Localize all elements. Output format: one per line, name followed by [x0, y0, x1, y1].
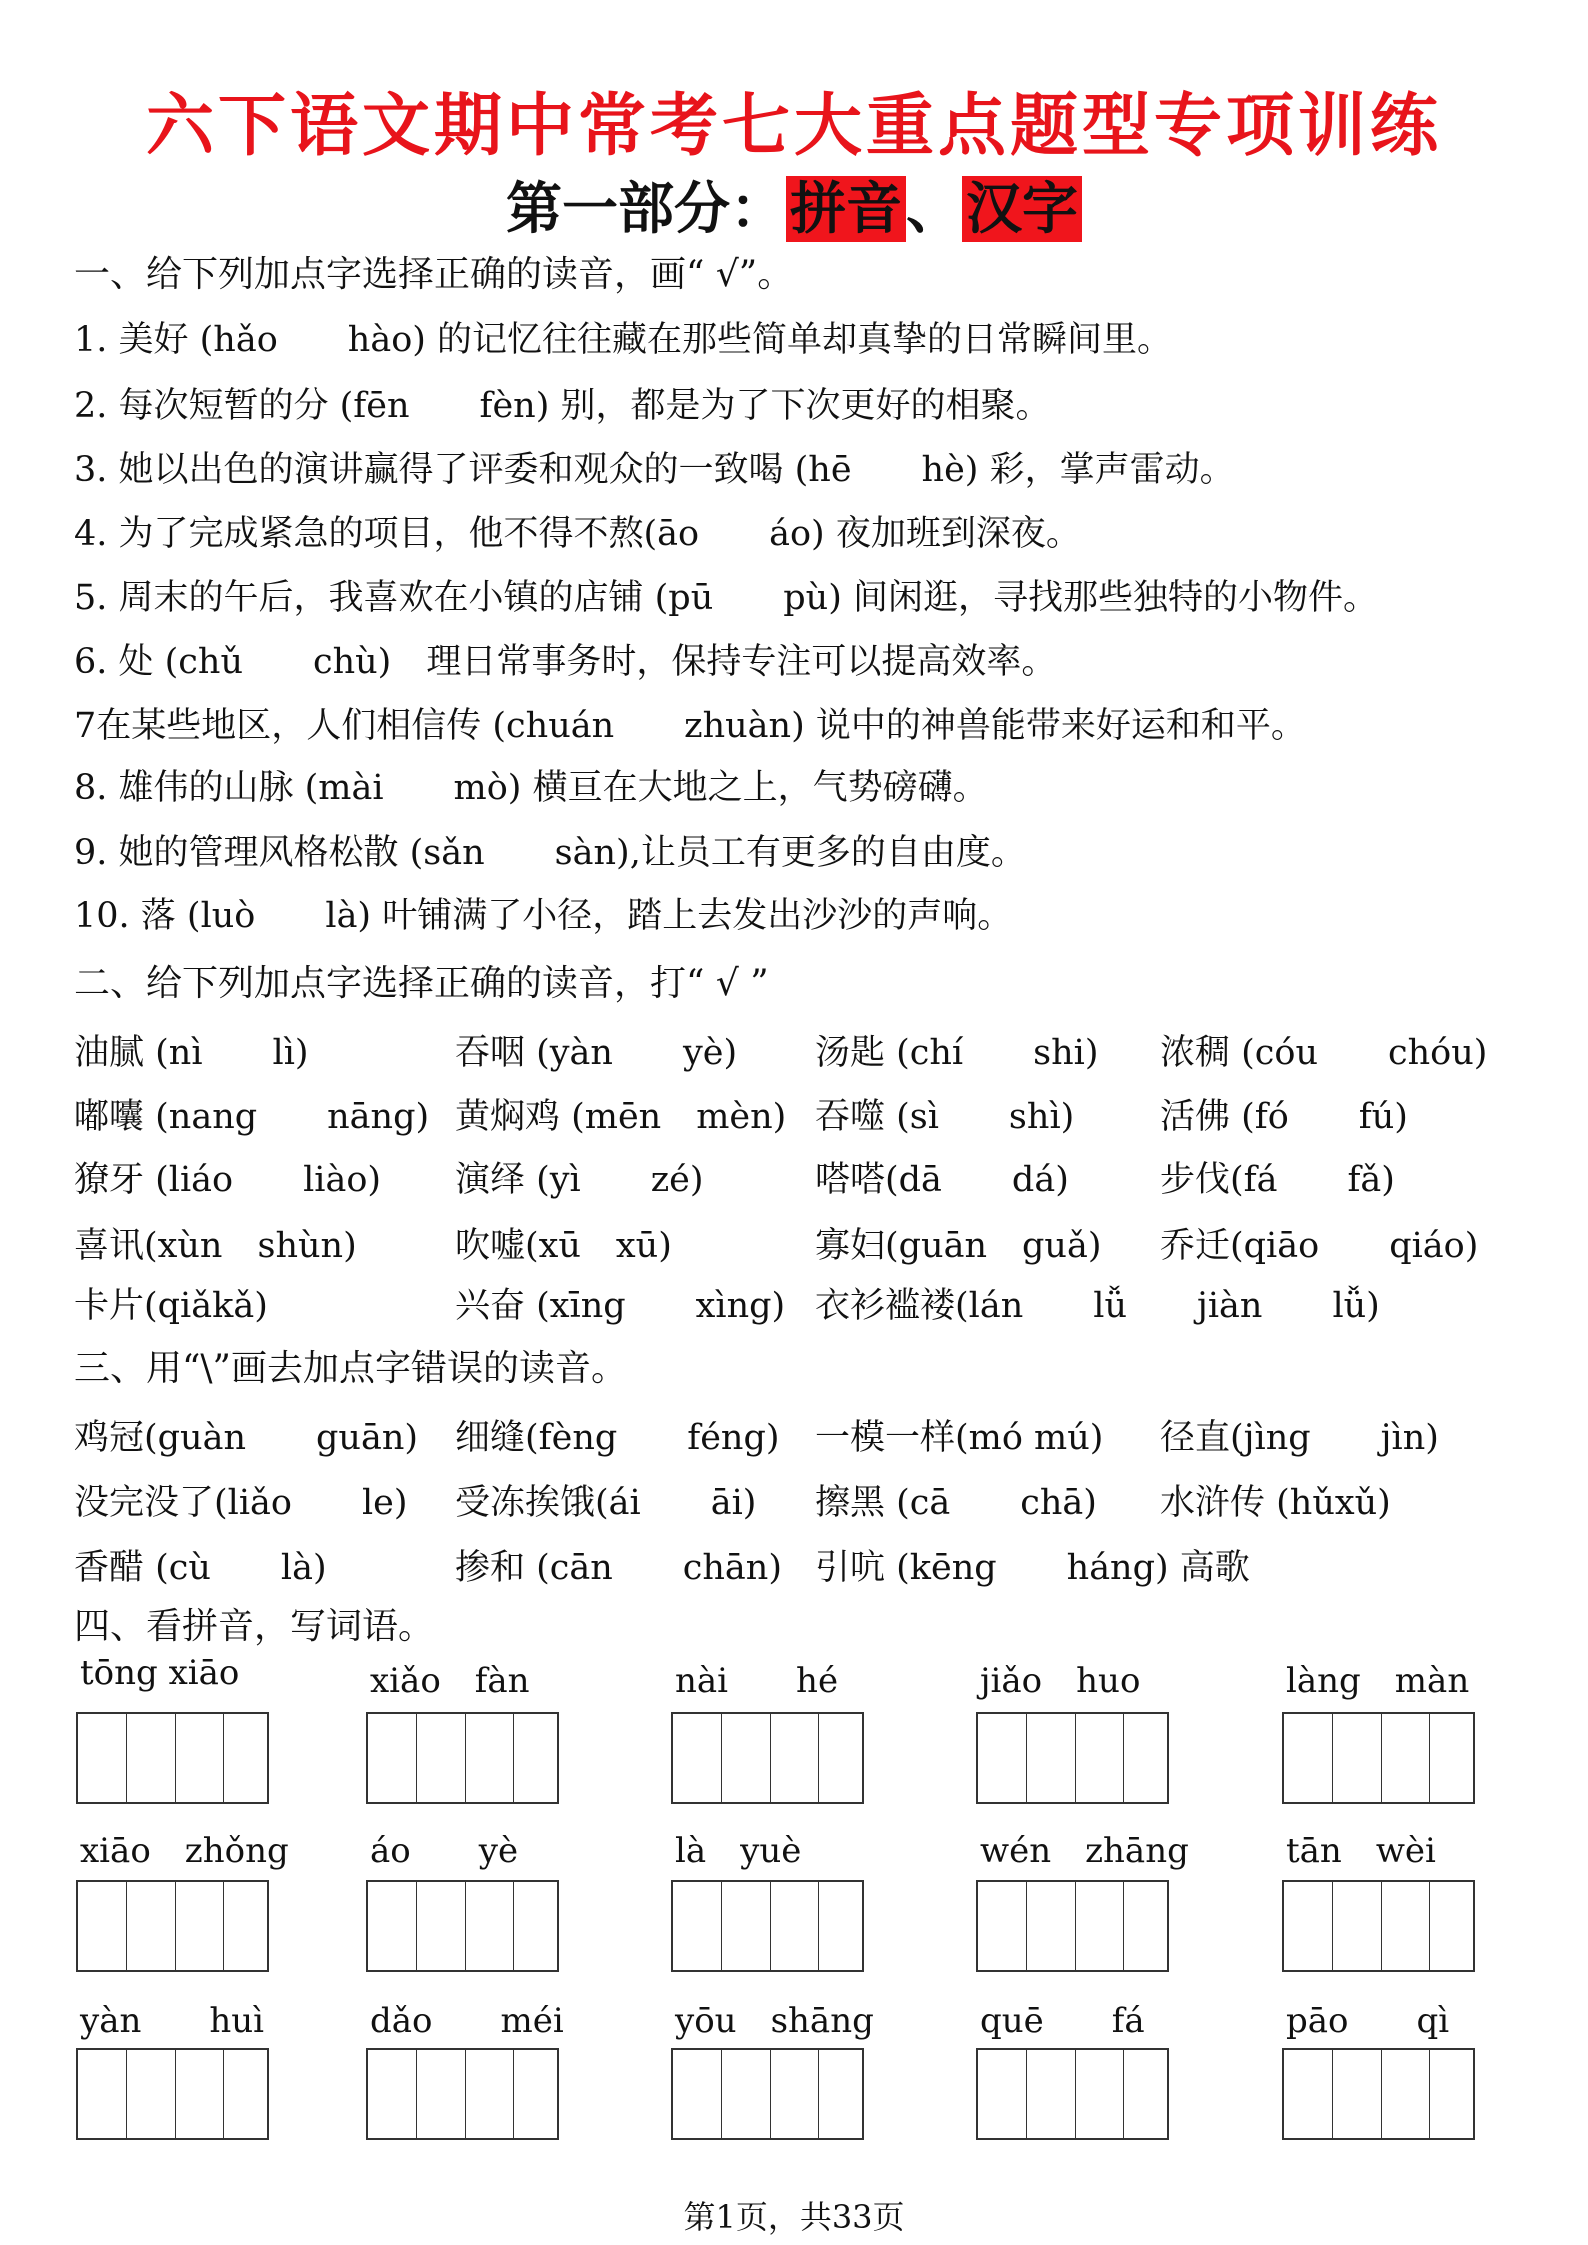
grid-line — [1381, 1714, 1382, 1802]
writing-grid[interactable] — [76, 1880, 269, 1972]
pinyin-label: tōng xiāo — [80, 1653, 240, 1693]
section3-heading: 三、用“\”画去加点字错误的读音。 — [74, 1348, 627, 1389]
pinyin-label: quē fá — [980, 2001, 1145, 2041]
grid-line — [818, 2050, 819, 2138]
pinyin-label: làng màn — [1286, 1661, 1470, 1701]
question-item: 7在某些地区，人们相信传 (chuán zhuàn) 说中的神兽能带来好运和和平。 — [74, 706, 1306, 746]
question-item: 9. 她的管理风格松散 (sǎn sàn),让员工有更多的自由度。 — [74, 833, 1026, 873]
word-item: 一模一样(mó mú) — [815, 1418, 1104, 1458]
word-item: 受冻挨饿(ái āi) — [455, 1483, 757, 1523]
word-item: 嘟囔 (nang nāng) — [74, 1097, 430, 1137]
writing-grid[interactable] — [671, 1712, 864, 1804]
grid-line — [1123, 2050, 1124, 2138]
grid-line — [465, 1882, 466, 1970]
word-item: 乔迁(qiāo qiáo) — [1160, 1226, 1479, 1266]
word-item: 寡妇(guān guǎ) — [815, 1226, 1102, 1266]
part-separator: 、 — [906, 176, 962, 242]
highlight-hanzi: 汉字 — [962, 176, 1082, 242]
grid-line — [721, 2050, 722, 2138]
pinyin-label: wén zhāng — [980, 1831, 1189, 1871]
question-item: 5. 周末的午后，我喜欢在小镇的店铺 (pū pù) 间闲逛，寻找那些独特的小物件。 — [74, 578, 1378, 618]
word-item: 细缝(fèng féng) — [455, 1418, 780, 1458]
page-footer: 第1页，共33页 — [683, 2198, 905, 2236]
grid-line — [1381, 2050, 1382, 2138]
writing-grid[interactable] — [976, 1712, 1169, 1804]
question-item: 8. 雄伟的山脉 (mài mò) 横亘在大地之上，气势磅礴。 — [74, 768, 988, 808]
writing-grid[interactable] — [976, 2048, 1169, 2140]
part-title — [0, 165, 1588, 245]
pinyin-label: yàn huì — [80, 2001, 265, 2041]
writing-grid[interactable] — [671, 2048, 864, 2140]
grid-line — [126, 1714, 127, 1802]
section2-heading: 二、给下列加点字选择正确的读音，打“ √ ” — [74, 963, 769, 1004]
writing-grid[interactable] — [366, 1712, 559, 1804]
grid-line — [513, 1714, 514, 1802]
grid-line — [1123, 1882, 1124, 1970]
word-item: 鸡冠(guàn guān) — [74, 1418, 419, 1458]
grid-line — [1075, 1882, 1076, 1970]
grid-line — [1075, 1714, 1076, 1802]
word-item: 汤匙 (chí shi) — [815, 1033, 1099, 1073]
word-item: 演绎 (yì zé) — [455, 1160, 704, 1200]
grid-line — [465, 2050, 466, 2138]
question-item: 3. 她以出色的演讲赢得了评委和观众的一致喝 (hē hè) 彩，掌声雷动。 — [74, 450, 1235, 490]
pinyin-label: tān wèi — [1286, 1831, 1436, 1871]
word-item: 浓稠 (cóu chóu) — [1160, 1033, 1488, 1073]
grid-line — [1026, 1882, 1027, 1970]
question-item: 10. 落 (luò là) 叶铺满了小径，踏上去发出沙沙的声响。 — [74, 896, 1013, 936]
grid-line — [416, 2050, 417, 2138]
grid-line — [1381, 1882, 1382, 1970]
word-item: 活佛 (fó fú) — [1160, 1097, 1408, 1137]
question-item: 1. 美好 (hǎo hào) 的记忆往往藏在那些简单却真挚的日常瞬间里。 — [74, 320, 1173, 360]
grid-line — [1026, 1714, 1027, 1802]
grid-line — [1332, 1882, 1333, 1970]
word-item: 掺和 (cān chān) — [455, 1548, 782, 1588]
grid-line — [770, 2050, 771, 2138]
word-item: 香醋 (cù là) — [74, 1548, 327, 1588]
word-item: 吞咽 (yàn yè) — [455, 1033, 738, 1073]
question-item: 6. 处 (chǔ chù) 理日常事务时，保持专注可以提高效率。 — [74, 642, 1057, 682]
grid-line — [1075, 2050, 1076, 2138]
grid-line — [721, 1882, 722, 1970]
word-item: 喜讯(xùn shùn) — [74, 1226, 357, 1266]
grid-line — [818, 1714, 819, 1802]
pinyin-label: pāo qì — [1286, 2001, 1450, 2041]
writing-grid[interactable] — [671, 1880, 864, 1972]
grid-line — [1429, 1882, 1430, 1970]
writing-grid[interactable] — [366, 2048, 559, 2140]
pinyin-label: áo yè — [370, 1831, 519, 1871]
grid-line — [465, 1714, 466, 1802]
grid-line — [721, 1714, 722, 1802]
pinyin-label: là yuè — [675, 1831, 802, 1871]
word-item: 没完没了(liǎo le) — [74, 1483, 408, 1523]
writing-grid[interactable] — [76, 2048, 269, 2140]
grid-line — [175, 2050, 176, 2138]
writing-grid[interactable] — [366, 1880, 559, 1972]
word-item: 吞噬 (sì shì) — [815, 1097, 1075, 1137]
grid-line — [126, 1882, 127, 1970]
pinyin-label: xiǎo fàn — [370, 1661, 530, 1701]
word-item: 吹嘘(xū xū) — [455, 1226, 672, 1266]
word-item: 卡片(qiǎkǎ) — [74, 1286, 268, 1326]
grid-line — [175, 1714, 176, 1802]
word-item: 径直(jìng jìn) — [1160, 1418, 1439, 1458]
word-item: 獠牙 (liáo liào) — [74, 1160, 382, 1200]
grid-line — [770, 1714, 771, 1802]
word-item: 擦黑 (cā chā) — [815, 1483, 1097, 1523]
word-item: 黄焖鸡 (mēn mèn) — [455, 1097, 787, 1137]
question-item: 4. 为了完成紧急的项目，他不得不熬(āo áo) 夜加班到深夜。 — [74, 514, 1081, 554]
grid-line — [1332, 2050, 1333, 2138]
writing-grid[interactable] — [1282, 2048, 1475, 2140]
writing-grid[interactable] — [976, 1880, 1169, 1972]
grid-line — [818, 1882, 819, 1970]
grid-line — [770, 1882, 771, 1970]
pinyin-label: xiāo zhǒng — [80, 1831, 289, 1871]
highlight-pinyin: 拼音 — [786, 176, 906, 242]
word-item: 嗒嗒(dā dá) — [815, 1160, 1069, 1200]
question-item: 2. 每次短暂的分 (fēn fèn) 别，都是为了下次更好的相聚。 — [74, 386, 1051, 426]
grid-line — [1429, 2050, 1430, 2138]
word-item: 步伐(fá fǎ) — [1160, 1160, 1395, 1200]
grid-line — [223, 1882, 224, 1970]
pinyin-label: nài hé — [675, 1661, 839, 1701]
grid-line — [223, 1714, 224, 1802]
pinyin-label: jiǎo huo — [980, 1661, 1141, 1701]
grid-line — [513, 1882, 514, 1970]
section4-heading: 四、看拼音，写词语。 — [74, 1606, 435, 1647]
writing-grid[interactable] — [1282, 1712, 1475, 1804]
word-item: 水浒传 (hǔxǔ) — [1160, 1483, 1391, 1523]
pinyin-label: dǎo méi — [370, 2001, 564, 2041]
word-item: 油腻 (nì lì) — [74, 1033, 309, 1073]
word-item: 引吭 (kēng háng) 高歌 — [815, 1548, 1250, 1588]
grid-line — [1429, 1714, 1430, 1802]
grid-line — [175, 1882, 176, 1970]
section1-heading: 一、给下列加点字选择正确的读音，画“ √”。 — [74, 254, 794, 295]
grid-line — [223, 2050, 224, 2138]
grid-line — [416, 1714, 417, 1802]
word-item: 衣衫褴褛(lán lǚ jiàn lǚ) — [815, 1286, 1380, 1326]
grid-line — [513, 2050, 514, 2138]
writing-grid[interactable] — [76, 1712, 269, 1804]
grid-line — [126, 2050, 127, 2138]
part-prefix: 第一部分： — [506, 176, 786, 242]
grid-line — [1332, 1714, 1333, 1802]
word-item: 兴奋 (xīng xìng) — [455, 1286, 786, 1326]
grid-line — [1123, 1714, 1124, 1802]
pinyin-label: yōu shāng — [675, 2001, 874, 2041]
grid-line — [1026, 2050, 1027, 2138]
page-title: 六下语文期中常考七大重点题型专项训练 — [145, 86, 1442, 166]
grid-line — [416, 1882, 417, 1970]
writing-grid[interactable] — [1282, 1880, 1475, 1972]
